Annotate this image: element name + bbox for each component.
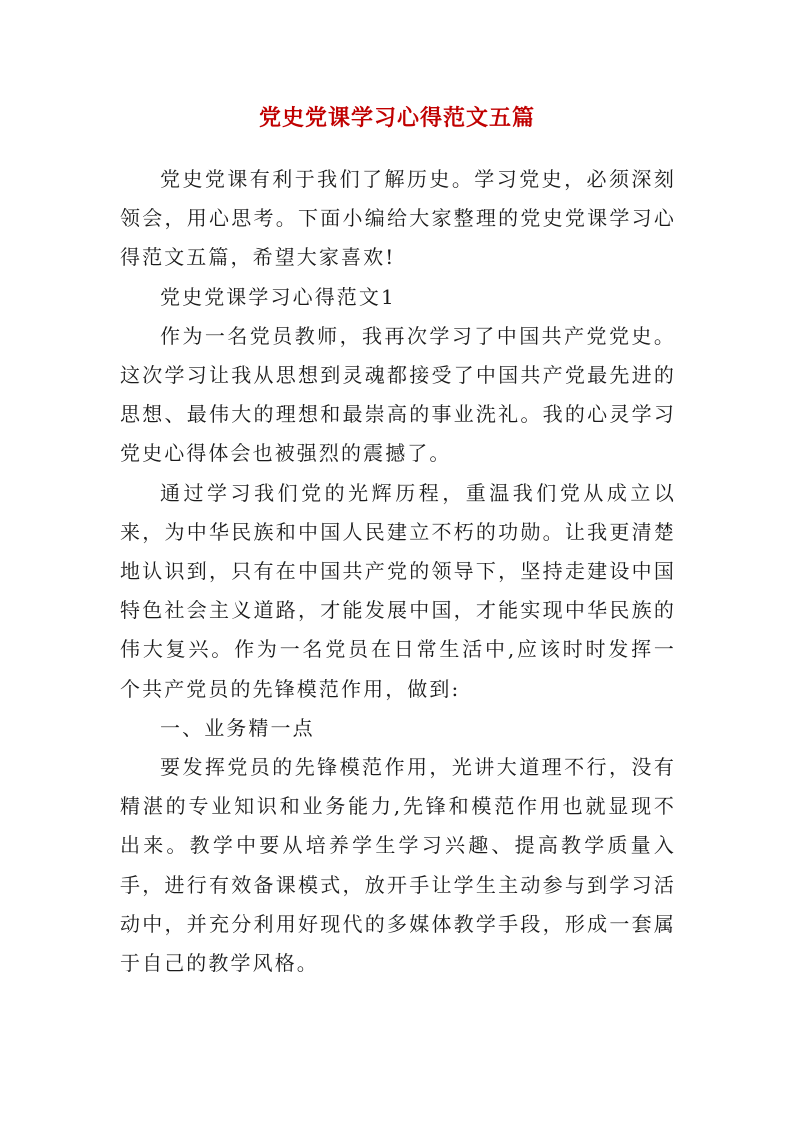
body-paragraph: 通过学习我们党的光辉历程，重温我们党从成立以来，为中华民族和中国人民建立不朽的功勋。让我更清楚地认识到，只有在中国共产党的领导下，坚持走建设中国特色社会主义道路，才能发展中国，才能实现中华民族的伟大复兴。作为一名党员在日常生活中,应该时时发挥一个共产党员的先锋模范作用，做到:	[120, 480, 676, 701]
subsection-heading: 一、业务精一点	[160, 715, 315, 740]
body-paragraph: 作为一名党员教师，我再次学习了中国共产党党史。这次学习让我从思想到灵魂都接受了中国共产党最先进的思想、最伟大的理想和最崇高的事业洗礼。我的心灵学习党史心得体会也被强烈的震撼了。	[120, 323, 676, 466]
section-heading: 党史党课学习心得范文1	[160, 284, 396, 309]
document-title: 党史党课学习心得范文五篇	[258, 105, 535, 131]
document-body	[120, 160, 676, 983]
body-paragraph: 要发挥党员的先锋模范作用，光讲大道理不行，没有精湛的专业知识和业务能力,先锋和模范作用也就显现不出来。教学中要从培养学生学习兴趣、提高教学质量入手，进行有效备课模式，放开手让学生主动参与到学习活动中，并充分利用好现代的多媒体教学手段，形成一套属于自己的教学风格。	[120, 755, 676, 976]
intro-paragraph: 党史党课有利于我们了解历史。学习党史，必须深刻领会，用心思考。下面小编给大家整理的党史党课学习心得范文五篇，希望大家喜欢!	[120, 167, 676, 270]
